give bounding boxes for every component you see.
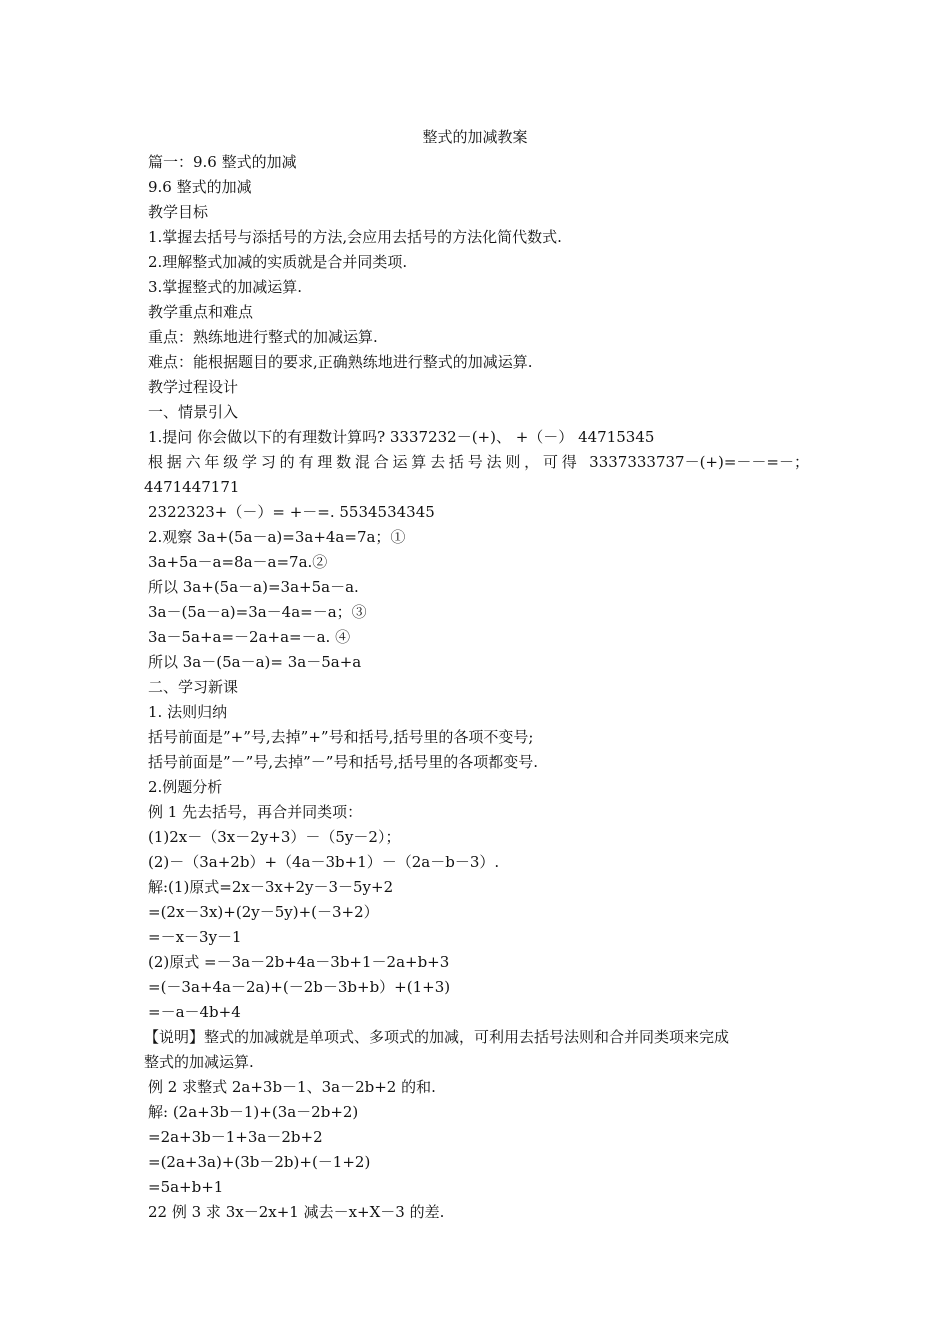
example-1-part-2: (2)－（3a+2b）+（4a－3b+1）－（2a－b－3）. [148,853,500,871]
solution-1-step-1: 解:(1)原式=2x－3x+2y－3－5y+2 [148,878,394,896]
observe-line-4: 3a－(5a－a)=3a－4a=－a；③ [148,603,367,621]
example-3-prompt: 22 例 3 求 3x－2x+1 减去－x+X－3 的差. [148,1203,445,1221]
document-title: 整式的加减教案 [422,128,528,146]
example-1-part-1: (1)2x－（3x－2y+3）－（5y－2）； [148,828,401,846]
intro-calculation: 2322323+（－）= +－=. 5534534345 [148,503,435,521]
observe-line-5: 3a－5a+a=－2a+a=－a. ④ [148,628,351,646]
examples-heading: 2.例题分析 [148,778,223,796]
observe-line-3: 所以 3a+(5a－a)=3a+5a－a. [148,578,359,596]
observe-line-2: 3a+5a－a=8a－a=7a.② [148,553,328,571]
solution-1-step-3: =－x－3y－1 [148,928,242,946]
explanation-note: 【说明】整式的加减就是单项式、多项式的加减，可利用去括号法则和合并同类项来完成 [144,1028,730,1046]
example-1-prompt: 例 1 先去括号，再合并同类项： [148,803,363,821]
objectives-heading: 教学目标 [148,203,209,221]
solution-2-step-2: =(－3a+4a－2a)+(－2b－3b+b）+(1+3) [148,978,451,996]
example-2-step-1: 解: (2a+3b－1)+(3a－2b+2) [148,1103,359,1121]
intro-rule-continued: 4471447171 [144,478,240,496]
solution-2-step-1: (2)原式 =－3a－2b+4a－3b+1－2a+b+3 [148,953,450,971]
rule-minus: 括号前面是”－”号,去掉”－”号和括号,括号里的各项都变号. [148,753,538,771]
objective-1: 1.掌握去括号与添括号的方法,会应用去括号的方法化简代数式. [148,228,562,246]
process-heading: 教学过程设计 [148,378,239,396]
example-2-step-3: =(2a+3a)+(3b－2b)+(－1+2) [148,1153,371,1171]
section-heading: 篇一：9.6 整式的加减 [148,153,297,171]
solution-2-step-3: =－a－4b+4 [148,1003,241,1021]
intro-heading: 一、情景引入 [148,403,239,421]
intro-question: 1.提问 你会做以下的有理数计算吗? 3337232－(+)、 +（－） 44715345 [148,428,655,446]
objective-3: 3.掌握整式的加减运算. [148,278,303,296]
example-2-prompt: 例 2 求整式 2a+3b－1、3a－2b+2 的和. [148,1078,436,1096]
explanation-note-continued: 整式的加减运算. [144,1053,254,1071]
key-point: 重点：熟练地进行整式的加减运算. [148,328,378,346]
key-points-heading: 教学重点和难点 [148,303,254,321]
intro-rule: 根据六年级学习的有理数混合运算去括号法则，可得 3337333737－(+)=－－=－； [148,453,809,471]
example-2-result: =5a+b+1 [148,1178,224,1196]
example-2-step-2: =2a+3b－1+3a－2b+2 [148,1128,323,1146]
difficult-point: 难点：能根据题目的要求,正确熟练地进行整式的加减运算. [148,353,533,371]
new-lesson-heading: 二、学习新课 [148,678,239,696]
solution-1-step-2: =(2x－3x)+(2y－5y)+(－3+2） [148,903,379,921]
observe-line-1: 2.观察 3a+(5a－a)=3a+4a=7a；① [148,528,406,546]
rule-heading: 1. 法则归纳 [148,703,228,721]
observe-line-6: 所以 3a－(5a－a)= 3a－5a+a [148,653,362,671]
objective-2: 2.理解整式加减的实质就是合并同类项. [148,253,408,271]
rule-plus: 括号前面是”+”号,去掉”+”号和括号,括号里的各项不变号; [148,728,534,746]
lesson-title: 9.6 整式的加减 [148,178,252,196]
document-body [144,150,809,1225]
